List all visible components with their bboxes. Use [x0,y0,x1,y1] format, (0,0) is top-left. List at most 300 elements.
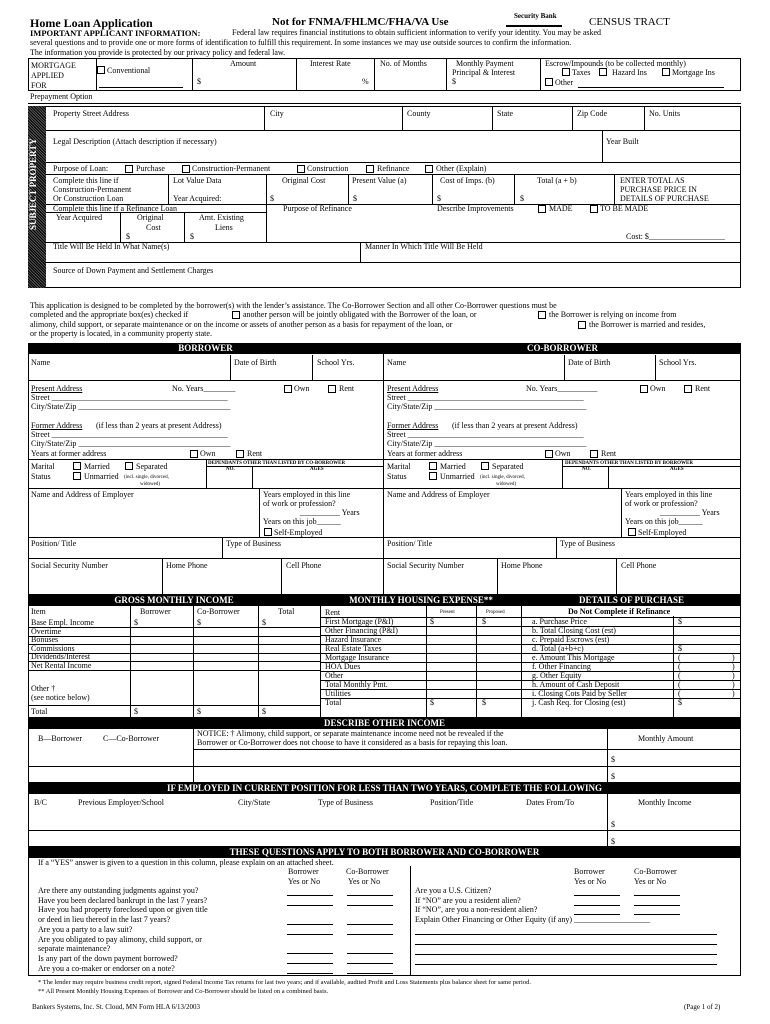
mortgage-ins-label: Mortgage Ins [672,68,715,77]
hazard-checkbox[interactable] [599,68,607,76]
coborrower-unmarried-note: (incl. single, divorced, [480,475,525,480]
important-label: IMPORTANT APPLICANT INFORMATION: [30,28,201,38]
borrower-answer-line[interactable] [287,924,333,925]
purchase-row-label: i. Closing Cots Paid by Seller [532,689,627,698]
coborrower-yrs-line1: Years employed in this line [625,490,713,499]
intro-line-1: This application is designed to be completed by the borrower(s) with the lender’s assistance. The Co-Borrower Section and all other Co-Borrower questions must be [30,301,557,310]
mortgage-ins-checkbox[interactable] [662,68,670,76]
purchase-open-paren: ( [678,671,681,680]
form-title: Home Loan Application [30,16,153,30]
housing-row-line [321,698,521,699]
present-value-label: Present Value (a) [352,176,407,185]
borrower-rent-checkbox[interactable] [328,385,336,393]
coborrower-status-label: Status [387,472,407,481]
borrower-own-label: Own [294,384,310,393]
purchase-row-label: d. Total (a+b+c) [532,644,584,653]
coborrower-yrs-line3: __________ Years [660,508,720,517]
housing-row-label: Total Monthly Pmt. [325,680,388,689]
borrower-dependents-no: NO. [226,467,235,472]
borrower-cell-label: Cell Phone [286,561,322,570]
income-total-coborrower-dollar: $ [197,707,201,716]
question-text: Have you had property foreclosed upon or given title [38,905,208,915]
borrower-answer-line[interactable] [287,895,333,896]
coborrower-married-checkbox[interactable] [429,462,437,470]
borrower-header: BORROWER [28,343,383,354]
emp-city-state-label: City/State [238,798,270,807]
income-other-label: Other † [31,684,56,693]
original-cost-dollar: $ [270,194,274,203]
borrower-separated-checkbox[interactable] [125,462,133,470]
housing-row-label: First Mortgage (P&I) [325,617,394,626]
manner-title-label: Manner In Which Title Will Be Held [365,242,483,251]
purchase-close-paren: ) [732,662,735,671]
amt-existing-label: Amt. Existing [199,213,244,222]
borrower-yrs-line3: __________ Years [300,508,360,517]
borrower-answer-line[interactable] [287,953,333,954]
refi-year-acquired-label: Year Acquired [56,213,103,222]
borrower-business-label: Type of Business [226,539,281,548]
property-state-label: State [497,109,513,118]
question-text: separate maintenance? [38,944,111,954]
construction-label: Construction [307,164,349,173]
other-escrow-checkbox[interactable] [545,78,553,86]
q-borrower-yesno: Yes or No [288,877,321,886]
refinance-checkbox[interactable] [366,165,374,173]
year-built-label: Year Built [606,137,639,146]
bank-logo: Security Bank [506,11,562,27]
coborrower-employer-label: Name and Address of Employer [387,490,490,499]
borrower-csz-label: City/State/Zip ______________________________________ [31,402,231,411]
purchase-row-label: c. Prepaid Escrows (est) [532,635,610,644]
to-be-made-checkbox[interactable] [590,205,598,213]
purchase-row-line [522,671,741,672]
coborrower-name-label: Name [387,358,407,367]
coborrower-answer-line[interactable] [347,905,393,906]
coborrower-dependents-label: DEPENDANTS OTHER THAN LISTED BY BORROWER [565,461,693,466]
housing-row-line [321,653,521,654]
borrower-years-label: No. Years________ [172,384,236,393]
borrower-answer-line[interactable] [287,973,333,974]
emp-type-business-label: Type of Business [318,798,373,807]
refi-liens-dollar: $ [190,232,194,241]
coborrower-former-own-label: Own [555,449,571,458]
emp-dollar-2: $ [611,837,615,846]
coborrower-position-label: Position/ Title [387,539,433,548]
other-income-header: DESCRIBE OTHER INCOME [28,718,741,729]
borrower-position-label: Position/ Title [31,539,77,548]
footer-note-2: ** All Present Monthly Housing Expenses of Borrower and Co-Borrower should be listed on a combined basis. [38,988,329,995]
property-zip-label: Zip Code [577,109,607,118]
question-text: If “NO”, are you a non-resident alien? [415,905,538,915]
conventional-label: Conventional [107,66,151,75]
coborrower-widowed-note: widowed) [496,482,516,487]
coborrower-separated-label: Separated [492,462,524,471]
income-header: GROSS MONTHLY INCOME [28,595,320,606]
income-item-header: Item [31,607,46,616]
property-street-label: Property Street Address [53,109,129,118]
housing-row-label: Other [325,671,344,680]
income-row-line [28,636,320,637]
purchase-open-paren: ( [678,653,681,662]
purchase-row-label: a. Purchase Price [532,617,587,626]
coborrower-rent-checkbox[interactable] [684,385,692,393]
housing-row-label: HOA Dues [325,662,361,671]
housing-row-label: Other Financing (P&I) [325,626,398,635]
borrower-answer-line[interactable] [287,905,333,906]
b-borrower-legend: B—Borrower [38,734,82,743]
taxes-label: Taxes [572,68,591,77]
purchase-close-paren: ) [732,680,735,689]
made-label: MADE [549,204,573,213]
coborrower-unmarried-checkbox[interactable] [429,472,437,480]
coborrower-home-phone-label: Home Phone [501,561,543,570]
borrower-former-street: Street ____________________________________________ [31,430,228,439]
income-row-label: Net Rental Income [31,661,92,670]
income-row-label: Commissions [31,643,75,653]
amount-label: Amount [230,59,257,68]
complete-refi-label: Complete this line if a Refinance Loan [53,204,177,213]
borrower-married-checkbox[interactable] [73,462,81,470]
q-right-coborrower-label: Co-Borrower [634,867,677,876]
borrower-self-employed-checkbox[interactable] [264,528,272,536]
original-cost-label: Original Cost [282,176,326,185]
coborrower-self-employed-label: Self-Employed [638,528,687,537]
joint-obligation-checkbox[interactable] [232,311,240,319]
explain-line[interactable] [415,964,717,965]
housing-row-line [321,680,521,681]
mortgage-label: MORTGAGE [31,61,76,70]
borrower-self-employed-label: Self-Employed [274,528,323,537]
bc-label: B/C [34,798,47,807]
intro-line-2a: completed and the appropriate box(es) checked if [30,310,189,319]
income-row-label: Overtime [31,626,62,636]
borrower-answer-line[interactable] [574,895,620,896]
total-ab-dollar: $ [520,194,524,203]
housing-row-label: Rent [325,608,341,617]
income-row-line [28,670,320,671]
coborrower-former-rent-checkbox[interactable] [590,450,598,458]
borrower-dob-label: Date of Birth [234,358,277,367]
question-text: If “NO” are you a resident alien? [415,895,521,905]
intro-line-4: or the property is located, in a community property state. [30,329,212,338]
borrower-former-rent-label: Rent [247,449,263,458]
housing-header: MONTHLY HOUSING EXPENSE** [321,595,521,606]
q-right-borrower-yesno: Yes or No [574,877,607,886]
housing-row-label: Total [325,698,342,707]
housing-row-line [321,671,521,672]
purchase-row-line [522,662,741,663]
housing-row-line [321,662,521,663]
borrower-unmarried-label: Unmarried [84,472,119,481]
alimony-notice-2: Borrower or Co-Borrower does not choose to have it considered as a basis for repaying this loan. [197,738,508,747]
borrower-yrs-line2: of work or profession? [263,499,336,508]
purchase-checkbox[interactable] [125,165,133,173]
property-city-label: City [270,109,284,118]
details-of-purchase-ref: DETAILS OF PURCHASE [620,194,709,203]
explain-line[interactable] [415,954,717,955]
present-value-dollar: $ [353,194,357,203]
coborrower-unmarried-label: Unmarried [440,472,475,481]
borrower-answer-line[interactable] [287,963,333,964]
borrower-former-note: (if less than 2 years at present Address) [96,421,222,430]
coborrower-former-rent-label: Rent [601,449,617,458]
borrower-employer-label: Name and Address of Employer [31,490,134,499]
months-label: No. of Months [380,59,427,68]
purchase-row-label: e. Amount This Mortgage [532,653,615,662]
subject-property-label: SUBJECT PROPERTY [28,138,38,230]
purchase-row-line [522,680,741,681]
coborrower-former-own-checkbox[interactable] [545,450,553,458]
page-number: (Page 1 of 2) [684,1003,721,1011]
purchase-open-paren: ( [678,689,681,698]
income-see-notice: (see notice below) [31,693,90,702]
question-text: Are there any outstanding judgments against you? [38,886,199,895]
borrower-name-label: Name [31,358,51,367]
coborrower-answer-line[interactable] [347,934,393,935]
construction-checkbox[interactable] [297,165,305,173]
coborrower-dependents-ages: AGES [670,467,684,472]
coborrower-dependents-no: NO. [582,467,591,472]
intro-line-2c: the Borrower is relying on income from [549,310,677,319]
purchase-close-paren: ) [732,653,735,662]
q-coborrower-yesno: Yes or No [348,877,381,886]
coborrower-years-former-label: Years at former address [387,449,463,458]
income-borrower-dollar: $ [134,618,138,627]
made-checkbox[interactable] [538,205,546,213]
borrower-present-address-label: Present Address [31,384,83,393]
conventional-checkbox[interactable] [97,66,105,74]
coborrower-yrs-job: Years on this job______ [625,517,703,526]
purchase-row-line [522,689,741,690]
cost-line: Cost: $___________________ [626,232,725,241]
describe-improvements-label: Describe Improvements [437,204,514,213]
q-right-borrower-label: Borrower [574,867,605,876]
question-text: Have you been declared bankrupt in the last 7 years? [38,895,208,905]
purchase-price-in-label: PURCHASE PRICE IN [620,185,697,194]
for-label: FOR [31,81,47,90]
hazard-label: Hazard Ins [612,68,647,77]
complete-line-label: Complete this line if [53,176,119,185]
interest-rate-label: Interest Rate [310,59,351,68]
emp-dollar-1: $ [611,820,615,829]
monthly-payment-label: Monthly Payment [456,59,514,68]
purchase-row-line [522,698,741,699]
footer-note-1: * The lender may require business credit report, signed Federal Income Tax returns for last two years; and if available, audited Profit and Loss Statements plus balance sheet for same period. [38,979,531,986]
housing-proposed-dollar: $ [482,698,486,707]
coborrower-dob-label: Date of Birth [568,358,611,367]
coborrower-marital-label: Marital [387,462,411,471]
coborrower-answer-line[interactable] [347,924,393,925]
purchase-row-line [522,635,741,636]
borrower-former-own-checkbox[interactable] [190,450,198,458]
relying-income-checkbox[interactable] [538,311,546,319]
purpose-label: Purpose of Loan: [53,164,109,173]
emp-monthly-income-label: Monthly Income [638,798,692,807]
purchase-row-line [522,644,741,645]
income-total-total-dollar: $ [262,707,266,716]
coborrower-married-label: Married [440,462,466,471]
important-text-1: Federal law requires financial institutions to obtain sufficient information to verify your identity. You may be asked [232,28,602,37]
housing-row-line [321,644,521,645]
important-text-2: several questions and to provide one or more forms of identification to fulfill this requirement. In some instances we may use outside sources to confirm the information. [30,38,572,47]
q-borrower-label: Borrower [288,867,319,876]
housing-proposed-dollar: $ [482,617,486,626]
coborrower-former-note: (if less than 2 years at present Address) [452,421,578,430]
other-escrow-label: Other [555,78,574,87]
coborrower-former-csz: City/State/Zip ______________________________________ [387,439,587,448]
coborrower-former-label: Former Address [387,421,439,430]
borrower-former-label: Former Address [31,421,83,430]
housing-row-label: Real Estate Taxes [325,644,382,653]
borrower-married-label: Married [84,462,110,471]
purchase-dollar: $ [678,644,682,653]
emp-position-label: Position/Title [430,798,474,807]
intro-line-3a: alimony, child support, or separate maintenance or on the income or assets of another person as a basis for repayment of the loan, or [30,320,453,329]
income-total-dollar: $ [262,618,266,627]
coborrower-answer-line[interactable] [347,953,393,954]
construction-loan-label: Or Construction Loan [53,194,124,203]
coborrower-cell-label: Cell Phone [621,561,657,570]
coborrower-answer-line[interactable] [347,895,393,896]
year-acquired-label: Year Acquired: [173,194,222,203]
property-county-label: County [407,109,431,118]
q-right-coborrower-yesno: Yes or No [634,877,667,886]
constr-perm-label: Construction-Permanent [192,164,271,173]
purpose-refi-label: Purpose of Refinance [283,204,352,213]
housing-present-dollar: $ [430,698,434,707]
borrower-former-own-label: Own [200,449,216,458]
coborrower-yrs-line2: of work or profession? [625,499,698,508]
census-tract: CENSUS TRACT [589,16,670,28]
income-row-line [28,627,320,628]
employment-header: IF EMPLOYED IN CURRENT POSITION FOR LESS THAN TWO YEARS, COMPLETE THE FOLLOWING [28,783,741,794]
purchase-row-label: h. Amount of Cash Deposit [532,680,620,689]
borrower-status-label: Status [31,472,51,481]
coborrower-former-street: Street ____________________________________________ [387,430,584,439]
form-subtitle: Not for FNMA/FHLMC/FHA/VA Use [272,16,449,28]
explain-line[interactable] [415,944,717,945]
emp-dates-label: Dates From/To [526,798,575,807]
purchase-row-label: g. Other Equity [532,671,582,680]
borrower-marital-label: Marital [31,462,55,471]
purchase-row-line [522,617,741,618]
coborrower-csz: City/State/Zip ______________________________________ [387,402,587,411]
questions-intro: If a “YES” answer is given to a question in this column, please explain on an attached sheet. [38,858,334,867]
income-total-row: Total [31,707,48,716]
borrower-ssn-label: Social Security Number [31,561,108,570]
purchase-row-line [522,653,741,654]
income-row-label: Bonuses [31,635,59,645]
question-text: Are you a party to a law suit? [38,924,133,934]
purchase-open-paren: ( [678,662,681,671]
liens-label: Liens [215,223,233,232]
housing-row-label: Utilities [325,689,351,698]
borrower-separated-label: Separated [136,462,168,471]
other-explain-label: Other (Explain) [436,164,487,173]
intro-line-2b: another person will be jointly obligated with the Borrower of the loan, or [243,310,477,319]
income-row-label: Base Empl. Income [31,618,94,627]
c-coborrower-legend: C—Co-Borrower [103,734,159,743]
coborrower-own-label: Own [650,384,666,393]
borrower-answer-line[interactable] [574,905,620,906]
borrower-answer-line[interactable] [287,934,333,935]
purchase-row-label: j. Cash Req. for Closing (est) [532,698,626,707]
question-text: Are you obligated to pay alimony, child support, or [38,934,202,944]
question-text: Explain Other Financing or Other Equity (if any) ___________________ [415,915,651,925]
coborrower-answer-line[interactable] [347,973,393,974]
coborrower-answer-line[interactable] [634,895,680,896]
source-down-payment-label: Source of Down Payment and Settlement Charges [53,266,214,275]
construction-permanent-label: Construction-Permanent [53,185,132,194]
housing-row-line [321,626,521,627]
borrower-home-phone-label: Home Phone [166,561,208,570]
prev-employer-label: Previous Employer/School [78,798,164,807]
borrower-years-former-label: Years at former address [31,449,107,458]
coborrower-present-address-label: Present Address [387,384,439,393]
purchase-dollar: $ [678,617,682,626]
refi-original-label: Original [137,213,164,222]
borrower-former-csz: City/State/Zip ______________________________________ [31,439,231,448]
question-text: Are you a co-maker or endorser on a note? [38,963,175,973]
purchase-row-label: f. Other Financing [532,662,591,671]
prepayment-label: Prepayment Option [30,92,93,101]
questions-header: THESE QUESTIONS APPLY TO BOTH BORROWER AND CO-BORROWER [28,847,741,858]
alimony-notice-1: NOTICE: † Alimony, child support, or separate maintenance income need not be revealed if the [197,729,504,738]
coborrower-separated-checkbox[interactable] [481,462,489,470]
coborrower-street: Street ____________________________________________ [387,393,584,402]
monthly-amount-label: Monthly Amount [638,734,694,743]
income-row-label: Dividends/Interest [31,652,91,662]
borrower-widowed-note: widowed) [140,482,160,487]
borrower-former-rent-checkbox[interactable] [236,450,244,458]
other-income-dollar-2: $ [611,772,615,781]
coborrower-answer-line[interactable] [634,905,680,906]
purchase-close-paren: ) [732,689,735,698]
borrower-yrs-line1: Years employed in this line [263,490,351,499]
income-coborrower-dollar: $ [197,618,201,627]
coborrower-years-label: No. Years__________ [526,384,598,393]
borrower-unmarried-checkbox[interactable] [73,472,81,480]
purchase-label: Purchase [136,164,165,173]
borrower-dependents-label: DEPENDANTS OTHER THAN LISTED BY CO-BORROWER [208,461,346,466]
other-explain-checkbox[interactable] [425,165,433,173]
cost-imps-dollar: $ [437,194,441,203]
question-text: or deed in lieu thereof in the last 7 years? [38,915,171,925]
property-units-label: No. Units [649,109,681,118]
housing-proposed-header: Proposed [486,610,505,615]
housing-row-line [321,635,521,636]
borrower-own-checkbox[interactable] [284,385,292,393]
income-coborrower-header: Co-Borrower [197,607,240,616]
important-text-3: The information you provide is protected by our privacy policy and federal law. [30,48,286,57]
constr-perm-checkbox[interactable] [182,165,190,173]
escrow-label: Escrow/Impounds (to be collected monthly) [545,59,686,68]
coborrower-answer-line[interactable] [347,963,393,964]
borrower-unmarried-note: (incl. single, divorced, [124,475,169,480]
explain-line[interactable] [415,934,717,935]
amount-dollar: $ [197,77,201,86]
coborrower-ssn-label: Social Security Number [387,561,464,570]
purchase-dollar: $ [678,698,682,707]
taxes-checkbox[interactable] [562,68,570,76]
borrower-rent-label: Rent [339,384,355,393]
coborrower-own-checkbox[interactable] [640,385,648,393]
borrower-yrs-job: Years on this job______ [263,517,341,526]
purchase-close-paren: ) [732,671,735,680]
coborrower-self-employed-checkbox[interactable] [628,528,636,536]
community-property-checkbox[interactable] [578,321,586,329]
refi-cost-label: Cost [146,223,161,232]
